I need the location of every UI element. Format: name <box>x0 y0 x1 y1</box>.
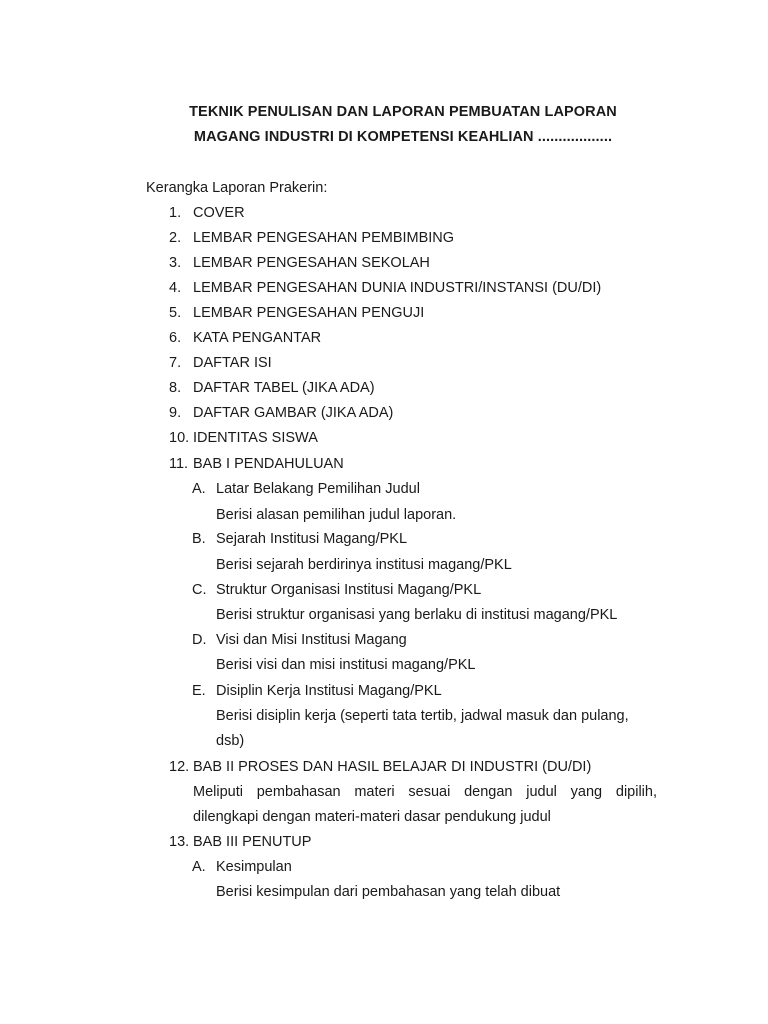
sub-list-title: Visi dan Misi Institusi Magang <box>216 632 407 648</box>
list-item-text: BAB II PROSES DAN HASIL BELAJAR DI INDUSTRI (DU/DI) <box>193 759 592 775</box>
sub-list-description: Berisi sejarah berdirinya institusi magang/PKL <box>216 557 512 573</box>
list-item-number: 4. <box>169 280 182 296</box>
list-item-number: 8. <box>169 380 182 396</box>
list-item-text: DAFTAR TABEL (JIKA ADA) <box>193 380 375 396</box>
list-item-number: 10. <box>169 430 190 446</box>
document-title-line-2: MAGANG INDUSTRI DI KOMPETENSI KEAHLIAN .................. <box>193 129 613 145</box>
list-item-number: 7. <box>169 355 182 371</box>
sub-list-title: Sejarah Institusi Magang/PKL <box>216 531 408 547</box>
list-item-text: BAB III PENUTUP <box>193 834 312 850</box>
list-item-number: 13. <box>169 834 190 850</box>
sub-list-description: Berisi visi dan misi institusi magang/PKL <box>216 657 476 673</box>
sub-list-description: Berisi kesimpulan dari pembahasan yang telah dibuat <box>216 884 561 900</box>
sub-list-letter: D. <box>192 632 207 648</box>
list-item-text: LEMBAR PENGESAHAN SEKOLAH <box>193 255 430 271</box>
list-item-number: 3. <box>169 255 182 271</box>
intro-text: Kerangka Laporan Prakerin: <box>146 180 328 196</box>
list-item-number: 6. <box>169 330 182 346</box>
list-item-number: 2. <box>169 230 182 246</box>
list-item-text: LEMBAR PENGESAHAN PEMBIMBING <box>193 230 455 246</box>
sub-list-description: Berisi alasan pemilihan judul laporan. <box>216 507 457 523</box>
paragraph-line-2: dilengkapi dengan materi-materi dasar pendukung judul <box>193 809 551 825</box>
list-item-number: 1. <box>169 205 182 221</box>
sub-list-description: Berisi struktur organisasi yang berlaku di institusi magang/PKL <box>216 607 618 623</box>
sub-list-title: Latar Belakang Pemilihan Judul <box>216 481 420 497</box>
list-item-text: BAB I PENDAHULUAN <box>193 456 344 472</box>
list-item-text: LEMBAR PENGESAHAN DUNIA INDUSTRI/INSTANSI (DU/DI) <box>193 280 602 296</box>
document-title-line-1: TEKNIK PENULISAN DAN LAPORAN PEMBUATAN LAPORAN <box>189 104 617 120</box>
list-item-text: DAFTAR ISI <box>193 355 272 371</box>
list-item-text: KATA PENGANTAR <box>193 330 322 346</box>
sub-list-title: Struktur Organisasi Institusi Magang/PKL <box>216 582 482 598</box>
list-item-number: 9. <box>169 405 182 421</box>
sub-list-letter: B. <box>192 531 206 547</box>
paragraph-line-1: Meliputi pembahasan materi sesuai dengan judul yang dipilih, <box>193 784 657 800</box>
sub-list-description-continued: dsb) <box>216 733 245 749</box>
list-item-text: DAFTAR GAMBAR (JIKA ADA) <box>193 405 394 421</box>
list-item-number: 11. <box>169 456 189 472</box>
sub-list-letter: A. <box>192 859 206 875</box>
sub-list-description: Berisi disiplin kerja (seperti tata tertib, jadwal masuk dan pulang, <box>216 708 629 724</box>
list-item-text: IDENTITAS SISWA <box>193 430 318 446</box>
list-item-number: 12. <box>169 759 190 775</box>
list-item-text: COVER <box>193 205 245 221</box>
sub-list-title: Kesimpulan <box>216 859 292 875</box>
sub-list-letter: E. <box>192 683 206 699</box>
list-item-number: 5. <box>169 305 182 321</box>
sub-list-letter: C. <box>192 582 207 598</box>
sub-list-title: Disiplin Kerja Institusi Magang/PKL <box>216 683 442 699</box>
sub-list-letter: A. <box>192 481 206 497</box>
list-item-text: LEMBAR PENGESAHAN PENGUJI <box>193 305 425 321</box>
